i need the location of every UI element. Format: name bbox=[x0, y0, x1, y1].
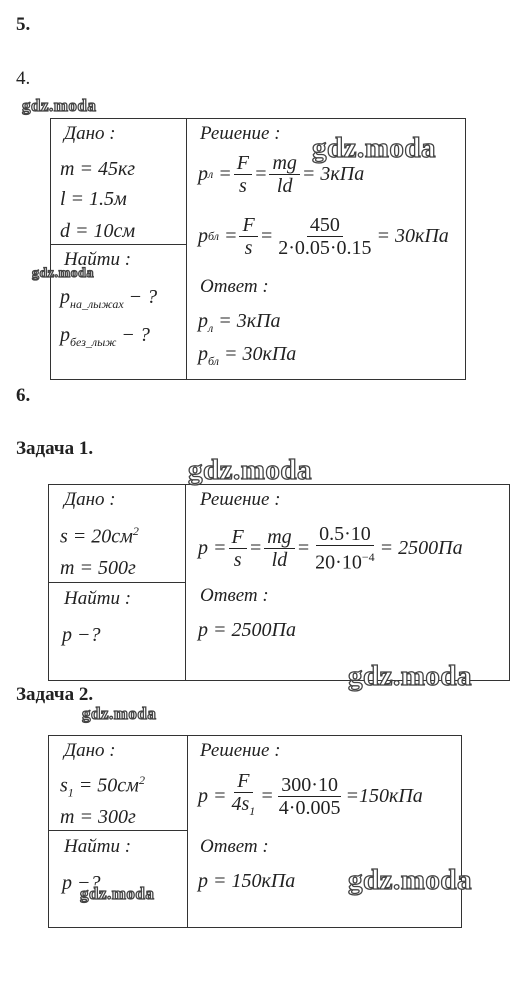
answer-value: p = 150кПа bbox=[198, 870, 296, 892]
formula-line: p = $\frac{F}{s}$ = $\frac{mg}{ld}$ = $\frac{0.5\cdot 10}{20\cdot 10^{-4}}$ = 2500Па bbox=[198, 523, 463, 574]
formula-line: p л = $\frac{F}{s}$ = $\frac{mg}{ld}$ = 3кПа bbox=[198, 152, 365, 197]
solution-label: Решение : bbox=[200, 740, 281, 761]
answer-value: p = 2500Па bbox=[198, 619, 296, 641]
find-value: p −? bbox=[62, 872, 101, 894]
find-label: Найти : bbox=[64, 249, 132, 270]
heading-6: 6. bbox=[16, 385, 31, 406]
watermark: gdz.moda bbox=[188, 454, 313, 486]
find-value: p −? bbox=[62, 624, 101, 646]
watermark: gdz.moda bbox=[32, 266, 94, 281]
answer-value: $p_{бл} = 30кПа$ bbox=[198, 343, 297, 368]
heading-task-1: Задача 1. bbox=[16, 438, 94, 459]
solution-label: Решение : bbox=[200, 123, 281, 144]
given-label: Дано : bbox=[64, 489, 116, 510]
watermark: gdz.moda bbox=[80, 884, 155, 903]
heading-4: 4. bbox=[16, 68, 31, 89]
answer-label: Ответ : bbox=[200, 585, 269, 606]
watermark: gdz.moda bbox=[22, 96, 97, 115]
given-value: m = 500г bbox=[60, 557, 136, 579]
given-value: $s = 20см^2$ bbox=[60, 524, 139, 548]
answer-label: Ответ : bbox=[200, 836, 269, 857]
find-value: $p_{на\_лыжах}$ − ? bbox=[60, 286, 158, 311]
given-label: Дано : bbox=[64, 123, 116, 144]
answer-label: Ответ : bbox=[200, 276, 269, 297]
formula-line: p = $\frac{F}{4s_1}$ = $\frac{300\cdot 10}{4\cdot 0.005}$ =150кПа bbox=[198, 770, 423, 819]
find-label: Найти : bbox=[64, 588, 132, 609]
watermark: gdz.moda bbox=[82, 704, 157, 723]
heading-task-2: Задача 2. bbox=[16, 684, 94, 705]
solution-label: Решение : bbox=[200, 489, 281, 510]
answer-value: $p_л = 3кПа$ bbox=[198, 310, 281, 335]
given-value: m = 300г bbox=[60, 806, 136, 828]
watermark: gdz.moda bbox=[312, 132, 437, 164]
given-label: Дано : bbox=[64, 740, 116, 761]
given-value: l = 1.5м bbox=[60, 188, 127, 210]
given-value: d = 10см bbox=[60, 220, 136, 242]
heading-5: 5. bbox=[16, 14, 31, 35]
find-value: $p_{без\_лыж}$ − ? bbox=[60, 324, 150, 349]
watermark: gdz.moda bbox=[348, 864, 473, 896]
formula-line: p бл = $\frac{F}{s}$ = $\frac{450}{2\cdot 0.05\cdot 0.15}$ = 30кПа bbox=[198, 214, 449, 259]
given-value: $s_1 = 50см^2$ bbox=[60, 773, 145, 800]
given-value: m = 45кг bbox=[60, 158, 136, 180]
watermark: gdz.moda bbox=[348, 660, 473, 692]
find-label: Найти : bbox=[64, 836, 132, 857]
